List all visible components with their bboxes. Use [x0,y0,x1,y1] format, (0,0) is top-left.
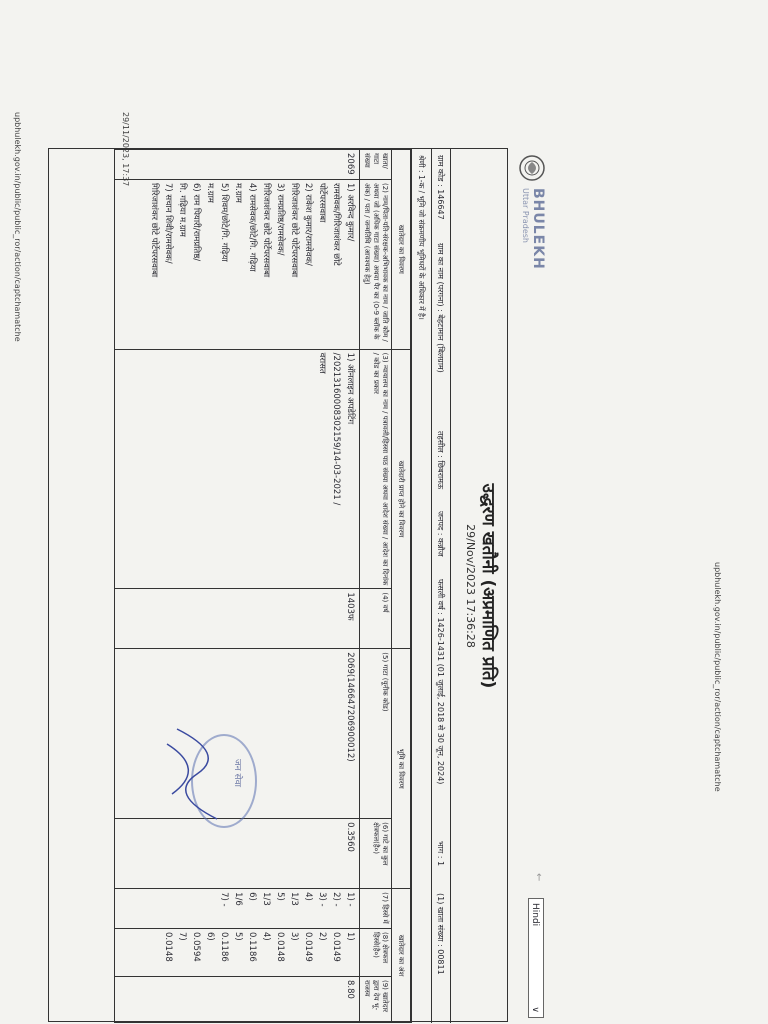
share-area-line: 0.1186 [247,932,257,962]
share-line: 6) [247,892,257,901]
brand-name: BHULEKH [530,188,546,270]
column-header: (3) न्यायालय का नाम / पत्रावली/हिस्सा पाठ संख्या अथवा आदेश संख्या / आदेश का दिनांक / कोड का प्रकार [360,349,392,589]
share-line: 3) - [317,892,327,907]
owner-line: पोर्टेपरसवाबा [317,182,327,223]
owner-line: 5) शिवम/छोटे/गि. गढ़िया [219,182,229,262]
share-area-line: 0.0594 [191,932,201,962]
owner-line: 6) राम पियारी/रामप्रतिष्ठ/ [191,182,201,262]
print-datetime: 29/11/2023, 17:37 [121,112,130,187]
tehsil: तहसील : छिबरामऊ [436,431,445,490]
column-header: (8) क्षेत्रफल हिस्से(है०) [360,929,392,977]
share-area-line: 1) [345,932,355,941]
share-area-line: 5) [233,932,243,941]
document-title: उद्धरण खतौनी (अप्रमाणित प्रति) [478,483,498,689]
group-header: खातेदार का विवरण [392,150,411,350]
language-value: Hindi [530,903,540,927]
village-name: ग्राम का नाम (परगना) : बेहटामान (बिलग्राम) [436,243,445,373]
top-url: upbhulekh.gov.in/public/public_ror/action/captchamatche [713,562,722,792]
owners-cell [115,179,360,349]
owner-line: गि. गढ़िया म.ग्राम [177,182,187,237]
owner-line: गिरिजाशंकर छोटे पोर्टेपरसवाबा [289,182,299,278]
group-header: भूमि का विवरण [392,649,411,889]
info-bar [431,149,451,1023]
share-area-line: 3) [289,932,299,941]
brand-subtitle: Uttar Pradesh [521,188,530,243]
owner-line: 3) रामप्रतिष्ठ/रामसेवक/ [275,182,285,256]
group-header: खातेदार का अंश [392,889,411,1023]
gata-cell: 2069(146647206900012) [115,649,360,819]
signature-mark [157,724,237,834]
year-cell: 1403फ [115,589,360,649]
khata-cell: 2069 [115,150,360,180]
column-header-row [360,150,392,1023]
order-cell [115,349,360,589]
district: जनपद : कन्नौज [436,511,445,557]
column-header: (9) खातेदार द्वारा देय भू-राजस्व [360,976,392,1022]
emblem-icon [518,154,546,182]
revenue-cell: 8.80 [115,976,360,1022]
stamp-text: जन सेवा [232,759,242,787]
back-arrow-icon[interactable]: ← [533,873,544,882]
owner-line: 1) अरविन्द कुमार/ [345,182,355,242]
share-area-line: 0.0149 [303,932,313,962]
bottom-url: upbhulekh.gov.in/public/public_ror/action/captchamatche [13,112,22,342]
village-code: ग्राम कोड : 146647 [436,155,445,220]
column-header: (4) वर्ष [360,589,392,649]
owner-line: 4) रामसेवक/छोटे/गि. गढ़िया [247,182,257,272]
group-header-row [392,150,411,1023]
share-line: 1/6 [233,892,243,906]
khatauni-table [114,149,411,1023]
language-select[interactable] [528,898,544,1018]
category-line: श्रेणी : 1-क / भूमि जो संक्रमणीय भूमिधरों के अधिकार में है। [411,149,431,1023]
share-areas-cell [115,929,360,977]
share-area-line: 0.0149 [331,932,341,962]
table-row [115,150,360,1023]
share-area-line: 6) [205,932,215,941]
owner-line: रामसेवक/गिरिजाशंकर छोटे [331,182,341,266]
owner-line: म.ग्राम [233,182,243,203]
owner-line: 2) राकेश कुमार/रामसेवक/ [303,182,313,266]
order-line: /20213160008302159/14-03-2021 / [331,352,341,506]
column-header: खाता/ गाटा संख्या [360,150,392,180]
khatauni-document [40,148,550,1022]
khata-number: (1) खाता संख्या : 00811 [436,893,445,975]
share-line: 1) - [345,892,355,907]
share-line: 1/3 [261,892,271,906]
share-line: 2) - [331,892,341,907]
header-bar [510,148,550,1022]
share-area-line: 0.1186 [219,932,229,962]
owner-line: 7) सचान शिवी/रामसेवक/ [163,182,173,264]
column-header: (6) गाटे का कुल क्षेत्रफल(है०) [360,819,392,889]
owner-line: म.ग्राम [205,182,215,203]
share-line: 4) [303,892,313,901]
order-line: वरासत [317,352,327,374]
order-line: 1) ऑनलाइन अपडेटिंग [345,352,355,425]
share-line: 5) [275,892,285,901]
document-body [48,148,508,1022]
share-line: 1/3 [289,892,299,906]
share-area-line: 4) [261,932,271,941]
share-area-line: 7) [177,932,187,941]
area-cell: 0.3560 [115,819,360,889]
shares-cell [115,889,360,929]
share-area-line: 0.0148 [163,932,173,962]
document-datetime: 29/Nov/2023 17:36:28 [464,524,477,648]
part: भाग : 1 [436,841,445,867]
share-area-line: 2) [317,932,327,941]
share-line: 7) - [219,892,229,907]
chevron-down-icon: ∨ [530,1006,540,1013]
column-header: (7) हिस्से में [360,889,392,929]
owner-line: गिरिजाशंकर छोटे पोर्टेपरसवाबा [149,182,159,278]
share-area-line: 0.0148 [275,932,285,962]
column-header: (2) नाम/पिता-पति-संरक्षक-अभिभावक का नाम / जाति कौम / अथवा जो (अधिक गाटा संख्या) अथवा पैर का (0-9 ब्लॉक के अंक) / पता / जन्मतिथि (आवश्यक हेतु) [360,179,392,349]
group-header: खातेदारी प्राप्त होने का विवरण [392,349,411,649]
fasli-year: फसली वर्ष : 1426-1431 (01 जुलाई, 2018 से 30 जून, 2024) [436,579,445,785]
column-header: (5) गाटा (यूनीक कोड) [360,649,392,819]
owner-line: गिरिजाशंकर छोटे पोर्टेपरसवाबा [261,182,271,278]
